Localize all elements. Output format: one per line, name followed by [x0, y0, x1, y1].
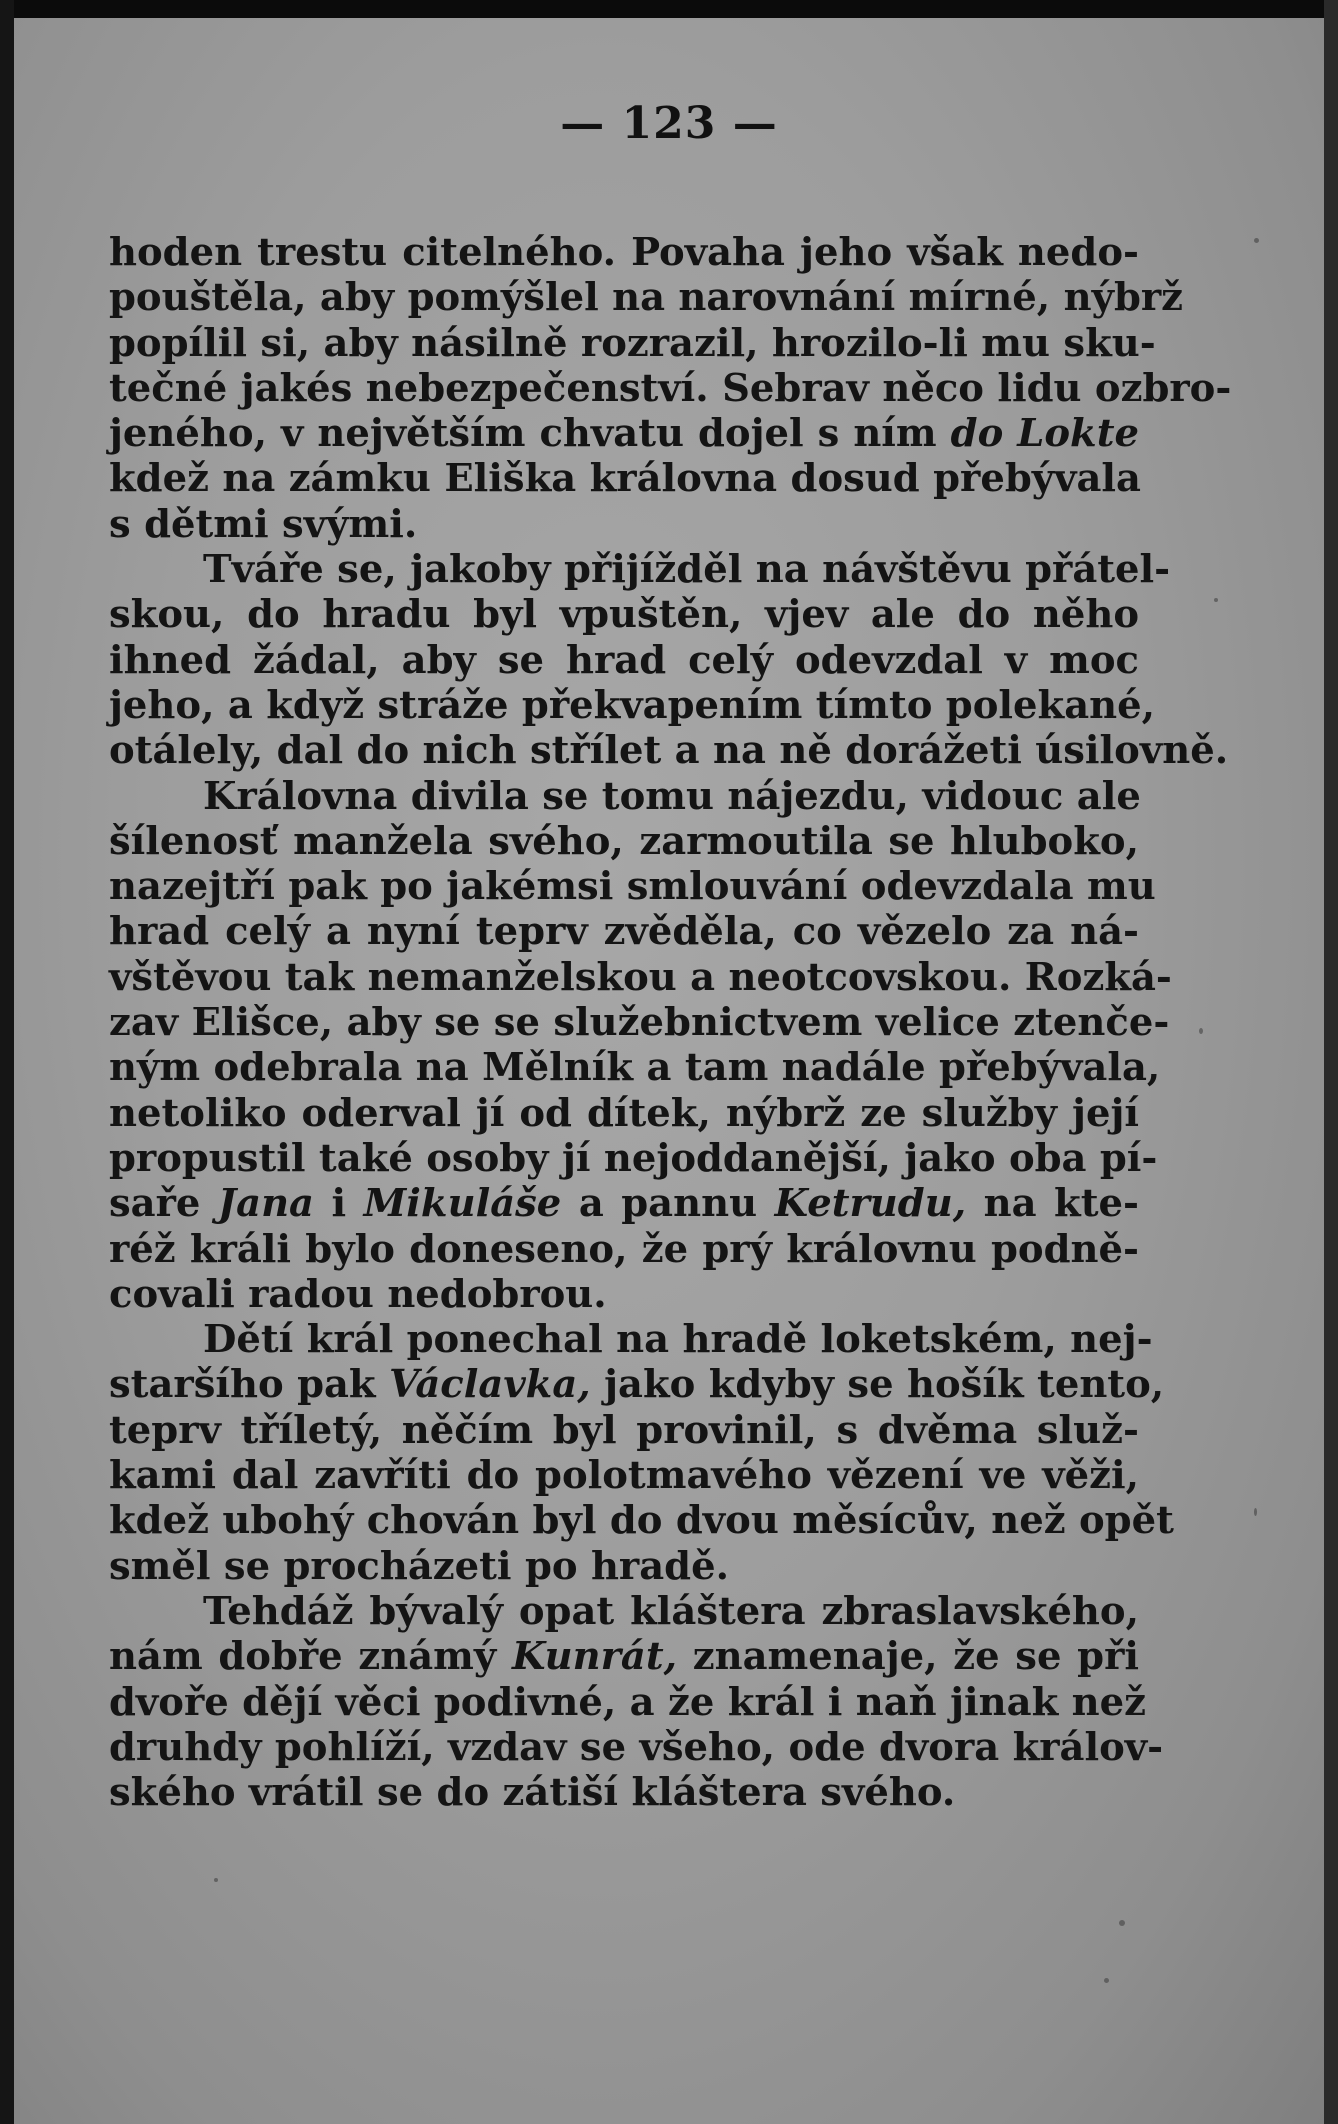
text-segment: réž králi bylo doneseno, že prý královnu podně-	[109, 1226, 1139, 1272]
text-line	[109, 1135, 1158, 1181]
page-number: — 123 —	[560, 98, 778, 149]
text-segment: znamenaje, že se při	[677, 1634, 1139, 1680]
text-line	[109, 1408, 1139, 1453]
text-segment: hrad celý a nyní teprv zvěděla, co vězelo za ná-	[109, 909, 1139, 955]
text-segment: jeho, a když stráže překvapením tímto polekané,	[109, 682, 1156, 728]
text-segment: Dětí král ponechal na hradě loketském, nej-	[203, 1317, 1153, 1363]
paper-speck	[1199, 1028, 1203, 1034]
text-line	[109, 1634, 1139, 1679]
text-line	[109, 1362, 1165, 1408]
text-segment: ského vrátil se do zátiší kláštera svého.	[109, 1770, 956, 1816]
text-segment: staršího pak	[109, 1362, 390, 1408]
text-line	[109, 456, 1139, 501]
scan-border-top	[0, 0, 1338, 18]
text-line	[109, 1679, 1146, 1725]
italic-text: Ketrudu,	[774, 1181, 967, 1227]
text-segment: směl se procházeti po hradě.	[109, 1543, 729, 1589]
text-segment: teprv tříletý, něčím byl provinil, s dvěma služ-	[109, 1407, 1139, 1453]
text-segment: s dětmi svými.	[109, 501, 418, 547]
text-segment: kdež na zámku Eliška královna dosud přebývala	[109, 456, 1141, 502]
text-line	[109, 1317, 1153, 1363]
text-line	[109, 1453, 1139, 1498]
paper-speck	[214, 1878, 218, 1882]
text-segment: na kte-	[966, 1181, 1139, 1227]
text-line	[109, 819, 1139, 864]
text-segment: zav Elišce, aby se se služebnictvem velice ztenče-	[109, 1000, 1170, 1046]
text-segment: skou, do hradu byl vpuštěn, vjev ale do něho	[109, 592, 1139, 638]
text-segment: covali radou nedobrou.	[109, 1271, 607, 1317]
text-segment: Tehdáž bývalý opat kláštera zbraslavského,	[203, 1588, 1139, 1634]
text-line	[109, 864, 1156, 910]
text-segment: kami dal zavříti do polotmavého vězení ve věži,	[109, 1453, 1139, 1499]
text-line	[109, 1498, 1174, 1544]
text-segment: popílil si, aby násilně rozrazil, hrozilo-li mu sku-	[109, 320, 1156, 366]
italic-text: do Lokte	[950, 411, 1139, 457]
text-line	[109, 1091, 1139, 1136]
text-segment: vštěvou tak nemanželskou a neotcovskou. Rozká-	[109, 954, 1172, 1000]
body-text	[109, 230, 1232, 1816]
text-line	[109, 320, 1156, 366]
text-line	[109, 1589, 1139, 1634]
text-segment: šílenosť manžela svého, zarmoutila se hluboko,	[109, 818, 1139, 864]
text-line	[109, 1544, 1139, 1589]
text-segment: nazejtří pak po jakémsi smlouvání odevzdala mu	[109, 864, 1156, 910]
italic-text: Kunrát,	[512, 1634, 678, 1680]
text-segment: i	[314, 1181, 364, 1227]
text-line	[109, 1272, 1139, 1317]
text-line	[109, 1227, 1139, 1272]
paper-speck	[1119, 1920, 1125, 1926]
text-segment: pouštěla, aby pomýšlel na narovnání mírné, nýbrž	[109, 275, 1184, 321]
paper-speck	[1254, 1508, 1257, 1516]
text-segment: dvoře dějí věci podivné, a že král i naň jinak než	[109, 1679, 1146, 1725]
paper-speck	[1214, 598, 1218, 602]
text-line	[109, 1770, 1139, 1815]
text-segment: otálely, dal do nich střílet a na ně dorážeti úsilovně.	[109, 728, 1229, 774]
text-line	[109, 909, 1139, 954]
text-line	[109, 774, 1139, 819]
text-line	[109, 411, 1139, 456]
text-segment: saře	[109, 1181, 218, 1227]
paper-speck	[1254, 238, 1259, 243]
italic-text: Jana	[217, 1181, 315, 1227]
text-segment: propustil také osoby jí nejoddanější, jako oba pí-	[109, 1135, 1158, 1181]
text-segment: druhdy pohlíží, vzdav se všeho, ode dvora králov-	[109, 1724, 1164, 1770]
text-segment: tečné jakés nebezpečenství. Sebrav něco lidu ozbro-	[109, 365, 1232, 411]
text-segment: netoliko oderval jí od dítek, nýbrž ze služby její	[109, 1090, 1139, 1136]
text-segment: jeného, v největším chvatu dojel s ním	[109, 411, 951, 457]
text-segment: a pannu	[561, 1181, 775, 1227]
text-line	[109, 275, 1184, 321]
paper-speck	[1104, 1978, 1109, 1983]
text-line	[109, 954, 1172, 1000]
text-segment: kdež ubohý chován byl do dvou měsícův, než opět	[109, 1498, 1174, 1544]
italic-text: Václavka,	[389, 1362, 591, 1408]
book-page	[14, 18, 1324, 2124]
text-segment: Tváře se, jakoby přijížděl na návštěvu přátel-	[203, 547, 1171, 593]
text-line	[109, 1000, 1170, 1046]
italic-text: Mikuláše	[363, 1181, 562, 1227]
text-segment: Královna divila se tomu nájezdu, vidouc ale	[203, 773, 1141, 819]
text-line	[109, 1045, 1161, 1091]
text-segment: hoden trestu citelného. Povaha jeho však nedo-	[109, 230, 1139, 275]
text-line	[109, 638, 1139, 683]
text-line	[109, 502, 1139, 547]
text-line	[109, 1724, 1164, 1770]
text-line	[109, 230, 1139, 275]
text-segment: jako kdyby se hošík tento,	[590, 1362, 1165, 1408]
scan-border-right	[1324, 0, 1338, 2124]
text-line	[109, 365, 1232, 411]
text-line	[109, 1181, 1139, 1226]
text-line	[109, 682, 1156, 728]
text-segment: ihned žádal, aby se hrad celý odevzdal v moc	[109, 637, 1139, 683]
scan-border-left	[0, 0, 14, 2124]
text-line	[109, 592, 1139, 637]
text-line	[109, 728, 1229, 774]
text-segment: nám dobře známý	[109, 1634, 512, 1680]
text-line	[109, 547, 1171, 593]
text-segment: ným odebrala na Mělník a tam nadále přebývala,	[109, 1045, 1161, 1091]
